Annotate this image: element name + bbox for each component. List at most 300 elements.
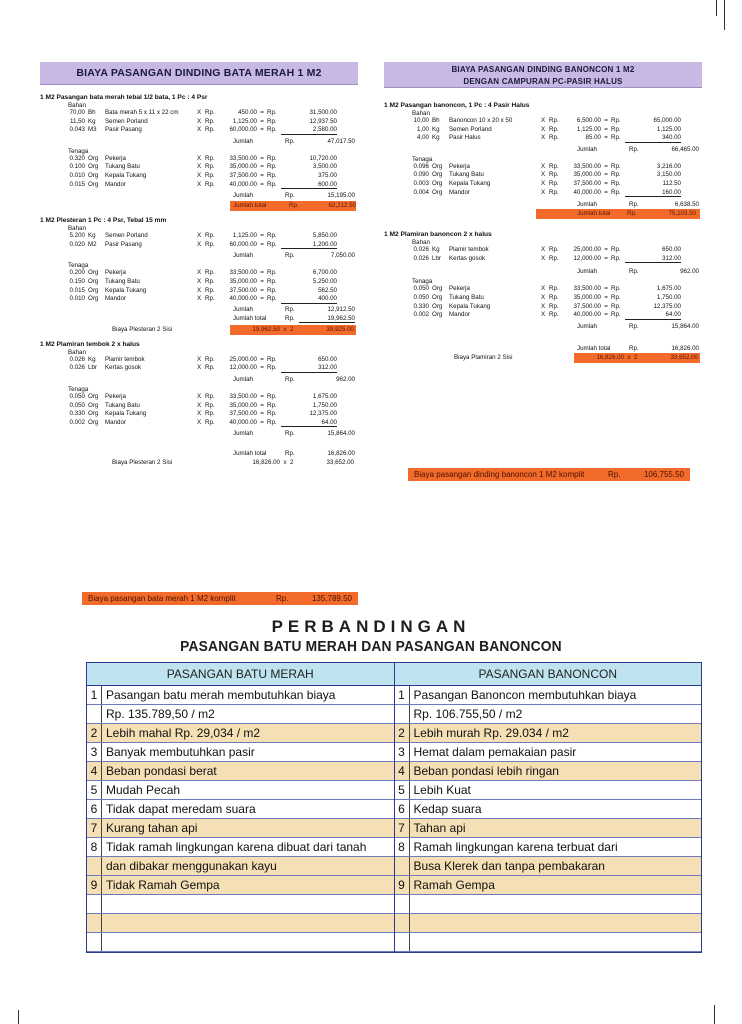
cost-cell-x: X xyxy=(197,180,202,188)
cost-cell-rp: Rp. xyxy=(205,269,215,277)
cost-cell-p: 37,500.00 xyxy=(229,286,257,294)
cost-cell-rp2: Rp. xyxy=(267,117,277,125)
cost-cell-d: Bata merah 5 x 11 x 22 cm xyxy=(105,109,179,116)
cost-cell-x: X xyxy=(541,293,546,301)
cost-cell-q: 0.002 xyxy=(69,418,85,426)
cost-cell-t: 1,675.00 xyxy=(312,392,337,400)
cost-cell-q: 0.015 xyxy=(69,180,85,188)
row-number: 6 xyxy=(87,800,102,818)
cost-cell-u: Lbr xyxy=(88,364,97,372)
cost-cell-t: 1,200.00 xyxy=(281,241,337,250)
comparison-row xyxy=(87,876,394,895)
bahan-label: Bahan xyxy=(68,348,86,356)
cost-cell-u: Org xyxy=(432,162,443,170)
tenaga-list xyxy=(40,155,358,189)
cost-cell-u: Org xyxy=(432,188,443,196)
cost-cell-q: 0.050 xyxy=(413,285,429,293)
cost-cell-x: X xyxy=(541,171,546,179)
cost-row xyxy=(384,311,702,320)
scan-edge-mark xyxy=(714,1005,715,1024)
cost-cell-eq: = xyxy=(260,232,264,240)
row-text: Beban pondasi lebih ringan xyxy=(413,764,559,778)
cost-cell-rp: Rp. xyxy=(205,286,215,294)
row-number: 1 xyxy=(395,686,410,704)
cost-cell-t: 650.00 xyxy=(662,246,681,254)
cost-cell-t: 64.00 xyxy=(281,419,337,428)
cost-row xyxy=(40,356,358,365)
cost-cell-d: Mandor xyxy=(449,188,470,196)
row-number: 4 xyxy=(395,762,410,780)
cost-cell-x: X xyxy=(541,302,546,310)
cost-cell-t: 31,500.00 xyxy=(309,109,337,116)
cost-cell-rp2: Rp. xyxy=(267,295,277,303)
cost-cell-p: 1,125.00 xyxy=(576,125,601,133)
cost-cell-u: M3 xyxy=(88,126,97,134)
cost-row xyxy=(384,171,702,180)
bahan-list xyxy=(384,117,702,143)
row-text xyxy=(410,895,702,913)
cost-cell-d: Tukang Batu xyxy=(105,277,140,285)
cost-cell-x: X xyxy=(541,246,546,254)
jumlah-row: Jumlah Rp. 962.00 xyxy=(233,375,355,383)
cost-cell-p: 35,000.00 xyxy=(573,293,601,301)
cost-cell-u: Org xyxy=(432,171,443,179)
jumlah-row: Jumlah Rp. 12,912.50 xyxy=(233,305,355,313)
cost-cell-rp: Rp. xyxy=(205,117,215,125)
cost-cell-d: Mandor xyxy=(105,418,126,426)
jumlah-row: Jumlah Rp. 962.00 xyxy=(577,268,699,276)
cost-cell-q: 0.050 xyxy=(413,293,429,301)
cost-cell-rp: Rp. xyxy=(205,163,215,171)
cost-cell-u: Org xyxy=(88,286,99,294)
comparison-row xyxy=(395,686,702,705)
cost-cell-p: 35,000.00 xyxy=(573,171,601,179)
cost-cell-rp2: Rp. xyxy=(267,126,277,134)
jumlah-row: Jumlah Rp. 15,195.00 xyxy=(233,192,355,200)
cost-cell-rp: Rp. xyxy=(205,355,215,363)
tenaga-label: Tenaga xyxy=(68,147,89,155)
cost-row xyxy=(384,255,702,264)
cost-cell-u: Org xyxy=(432,285,443,293)
cost-cell-rp2: Rp. xyxy=(611,134,621,142)
cost-cell-q: 0.050 xyxy=(69,401,85,409)
cost-cell-u: Org xyxy=(88,295,99,303)
cost-row xyxy=(40,269,358,278)
cost-cell-q: 0.020 xyxy=(69,240,85,248)
cost-cell-t: 6,700.00 xyxy=(312,269,337,277)
tenaga-list xyxy=(40,269,358,303)
cost-row xyxy=(40,419,358,428)
jumlah-row: Jumlah Rp. 15,864.00 xyxy=(233,430,355,438)
cost-cell-t: 1,750.00 xyxy=(656,293,681,301)
cost-cell-d: Plamir tembok xyxy=(449,246,489,254)
plesteran-section-head: 1 M2 Plesteran 1 Pc : 4 Psr, Tebal 15 mm xyxy=(40,217,167,225)
row-text: Tidak ramah lingkungan karena dibuat dari tanah xyxy=(106,840,367,854)
comparison-row xyxy=(87,819,394,838)
comparison-row xyxy=(87,724,394,743)
cost-cell-rp2: Rp. xyxy=(267,180,277,188)
tenaga-list xyxy=(384,163,702,197)
cost-cell-d: Kepala Tukang xyxy=(105,171,147,179)
cost-cell-x: X xyxy=(197,232,202,240)
cost-cell-p: 33,500.00 xyxy=(229,269,257,277)
cost-cell-rp2: Rp. xyxy=(267,163,277,171)
cost-cell-q: 0.330 xyxy=(69,410,85,418)
cost-cell-d: Semen Porland xyxy=(449,125,492,133)
row-text: Lebih Kuat xyxy=(413,783,471,797)
cost-cell-p: 37,500.00 xyxy=(229,410,257,418)
cost-cell-x: X xyxy=(541,125,546,133)
cost-cell-q: 0.015 xyxy=(69,286,85,294)
cost-cell-rp: Rp. xyxy=(205,109,215,116)
banoncon-column xyxy=(395,686,702,952)
cost-row xyxy=(40,232,358,241)
cost-cell-rp2: Rp. xyxy=(267,154,277,162)
cost-cell-p: 25,000.00 xyxy=(573,246,601,254)
cost-cell-x: X xyxy=(541,179,546,187)
row-text xyxy=(410,933,702,951)
cost-cell-eq: = xyxy=(604,117,608,124)
cost-cell-p: 33,500.00 xyxy=(573,285,601,293)
cost-cell-d: Kepala Tukang xyxy=(105,410,147,418)
cost-cell-p: 35,000.00 xyxy=(229,163,257,171)
cost-row xyxy=(40,410,358,419)
cost-cell-u: Org xyxy=(88,163,99,171)
cost-cell-t: 5,250.00 xyxy=(312,277,337,285)
cost-cell-rp: Rp. xyxy=(549,125,559,133)
cost-cell-rp: Rp. xyxy=(205,277,215,285)
cost-row xyxy=(384,294,702,303)
cost-cell-eq: = xyxy=(604,311,608,319)
row-number: 3 xyxy=(395,743,410,761)
cost-cell-eq: = xyxy=(604,179,608,187)
cost-cell-d: Mandor xyxy=(105,295,126,303)
cost-cell-x: X xyxy=(197,410,202,418)
cost-row xyxy=(40,278,358,287)
cost-cell-p: 450.00 xyxy=(238,109,257,116)
cost-cell-q: 0.050 xyxy=(69,392,85,400)
cost-cell-eq: = xyxy=(260,418,264,426)
tenaga-label: Tenaga xyxy=(68,385,89,393)
jumlah-total-highlight: Jumlah total Rp. 62,212.50 xyxy=(230,201,356,211)
cost-cell-u: Org xyxy=(432,179,443,187)
jumlah-total-row: Jumlah total Rp. 16,826.00 xyxy=(577,344,699,352)
jumlah-row: Jumlah Rp. 7,050.00 xyxy=(233,252,355,260)
cost-cell-rp2: Rp. xyxy=(267,364,277,372)
cost-cell-d: Tukang Batu xyxy=(449,171,484,179)
cost-cell-d: Kertas gosok xyxy=(449,254,486,262)
cost-cell-u: Org xyxy=(88,418,99,426)
jumlah-total-highlight: Jumlah total Rp. 75,103.50 xyxy=(536,209,700,219)
cost-cell-x: X xyxy=(197,277,202,285)
cost-cell-q: 0.043 xyxy=(69,126,85,134)
cost-cell-p: 60,000.00 xyxy=(229,126,257,134)
comparison-row xyxy=(395,857,702,876)
comparison-row xyxy=(395,914,702,933)
cost-cell-rp2: Rp. xyxy=(611,311,621,319)
tenaga-label: Tenaga xyxy=(412,278,433,286)
scan-edge-mark xyxy=(18,1010,19,1024)
cost-cell-rp2: Rp. xyxy=(267,277,277,285)
plamiran-2-sisi-row: Biaya Plesteran 2 Sisi 16,826.00 x 2 33,652.00 xyxy=(112,459,354,467)
cost-cell-eq: = xyxy=(260,355,264,363)
cost-row xyxy=(40,393,358,402)
comparison-row xyxy=(87,705,394,724)
cost-cell-t: 3,150.00 xyxy=(656,171,681,179)
cost-row xyxy=(384,303,702,312)
cost-cell-rp2: Rp. xyxy=(267,355,277,363)
plamiran-banoncon-head: 1 M2 Plamiran banoncon 2 x halus xyxy=(384,231,492,239)
cost-cell-rp: Rp. xyxy=(549,134,559,142)
cost-cell-p: 33,500.00 xyxy=(229,154,257,162)
cost-cell-x: X xyxy=(541,254,546,262)
cost-cell-p: 40,000.00 xyxy=(573,311,601,319)
cost-cell-d: Semen Porland xyxy=(105,232,148,240)
row-text: Rp. 135.789,50 / m2 xyxy=(106,707,215,721)
cost-cell-p: 37,500.00 xyxy=(573,302,601,310)
row-number: 2 xyxy=(395,724,410,742)
cost-cell-rp: Rp. xyxy=(549,117,559,124)
comparison-row xyxy=(395,705,702,724)
comparison-row xyxy=(87,895,394,914)
row-text: Pasangan batu merah membutuhkan biaya xyxy=(106,688,336,702)
cost-cell-q: 70,00 xyxy=(69,109,85,116)
cost-row xyxy=(384,163,702,172)
bahan-list xyxy=(40,356,358,373)
comparison-row xyxy=(395,743,702,762)
cost-cell-eq: = xyxy=(604,188,608,196)
cost-cell-u: Org xyxy=(432,302,443,310)
cost-cell-q: 0.003 xyxy=(413,179,429,187)
cost-cell-t: 312.00 xyxy=(281,364,337,373)
cost-cell-rp2: Rp. xyxy=(611,293,621,301)
row-number xyxy=(87,933,102,951)
cost-cell-t: 160.00 xyxy=(625,189,681,198)
cost-cell-rp: Rp. xyxy=(549,254,559,262)
comparison-row xyxy=(395,933,702,952)
cost-cell-eq: = xyxy=(260,163,264,171)
cost-cell-q: 0.330 xyxy=(413,302,429,310)
cost-cell-t: 65,000.00 xyxy=(653,117,681,124)
cost-cell-eq: = xyxy=(604,254,608,262)
cost-row xyxy=(40,241,358,250)
cost-cell-rp: Rp. xyxy=(549,311,559,319)
cost-cell-t: 400.00 xyxy=(281,295,337,304)
row-text xyxy=(102,895,394,913)
cost-cell-rp2: Rp. xyxy=(267,418,277,426)
row-text xyxy=(102,933,394,951)
cost-cell-rp: Rp. xyxy=(205,232,215,240)
cost-cell-t: 562.50 xyxy=(318,286,337,294)
cost-cell-u: Org xyxy=(88,410,99,418)
tenaga-label: Tenaga xyxy=(412,155,433,163)
cost-cell-eq: = xyxy=(260,126,264,134)
cost-cell-rp2: Rp. xyxy=(267,401,277,409)
cost-cell-u: Lbr xyxy=(432,254,441,262)
cost-cell-t: 1,750.00 xyxy=(312,401,337,409)
bata-merah-grand-total: Biaya pasangan bata merah 1 M2 komplit Rp. 135,789.50 xyxy=(82,592,358,605)
row-text: Tidak dapat meredam suara xyxy=(106,802,256,816)
cost-cell-q: 0.200 xyxy=(69,269,85,277)
cost-cell-t: 112.50 xyxy=(662,179,681,187)
cost-cell-rp: Rp. xyxy=(205,180,215,188)
cost-row xyxy=(384,117,702,126)
cost-row xyxy=(384,134,702,143)
cost-cell-eq: = xyxy=(604,293,608,301)
cost-cell-rp2: Rp. xyxy=(611,171,621,179)
cost-row xyxy=(40,364,358,373)
cost-cell-u: Org xyxy=(88,401,99,409)
row-number xyxy=(395,895,410,913)
cost-cell-t: 12,375.00 xyxy=(309,410,337,418)
banoncon-section-head: 1 M2 Pasangan banoncon, 1 Pc : 4 Pasir Halus xyxy=(384,102,530,109)
row-text: Ramah lingkungan karena terbuat dari xyxy=(413,840,618,854)
cost-cell-u: Org xyxy=(88,277,99,285)
cost-cell-u: Kg xyxy=(432,134,440,142)
bahan-label: Bahan xyxy=(68,102,86,109)
plamiran-2-sisi-row: Biaya Plamiran 2 Sisi 16,826.00 x 2 33,652.00 xyxy=(454,353,698,361)
cost-cell-q: 0.004 xyxy=(413,188,429,196)
cost-cell-rp2: Rp. xyxy=(611,179,621,187)
row-number: 4 xyxy=(87,762,102,780)
row-text: Tidak Ramah Gempa xyxy=(106,878,220,892)
tenaga-list xyxy=(40,393,358,427)
tenaga-list xyxy=(384,285,702,319)
cost-cell-q: 0.026 xyxy=(69,364,85,372)
cost-cell-q: 0.090 xyxy=(413,171,429,179)
cost-row xyxy=(384,285,702,294)
cost-cell-d: Tukang Batu xyxy=(105,163,140,171)
cost-cell-eq: = xyxy=(260,392,264,400)
cost-cell-x: X xyxy=(541,117,546,124)
cost-cell-t: 3,216.00 xyxy=(656,162,681,170)
jumlah-row: Jumlah Rp. 47,017.50 xyxy=(233,137,355,145)
row-number xyxy=(87,857,102,875)
row-text: Rp. 106.755,50 / m2 xyxy=(413,707,523,721)
cost-cell-p: 33,500.00 xyxy=(573,162,601,170)
cost-cell-q: 0.096 xyxy=(413,162,429,170)
row-text: Busa Klerek dan tanpa pembakaran xyxy=(413,859,605,873)
cost-cell-t: 1,675.00 xyxy=(656,285,681,293)
cost-cell-rp2: Rp. xyxy=(611,254,621,262)
cost-cell-rp2: Rp. xyxy=(267,232,277,240)
cost-cell-t: 5,850.00 xyxy=(312,232,337,240)
cost-row xyxy=(384,126,702,135)
cost-cell-q: 0.026 xyxy=(413,246,429,254)
jumlah-row: Jumlah Rp. 15,864.00 xyxy=(577,322,699,330)
cost-cell-p: 37,500.00 xyxy=(229,171,257,179)
cost-cell-rp2: Rp. xyxy=(267,286,277,294)
batu-merah-column xyxy=(87,686,395,952)
row-text: Pasangan Banoncon membutuhkan biaya xyxy=(413,688,637,702)
cost-cell-rp: Rp. xyxy=(205,410,215,418)
cost-cell-p: 6,500.00 xyxy=(576,117,601,124)
cost-cell-u: Kg xyxy=(88,117,96,125)
cost-cell-rp2: Rp. xyxy=(267,410,277,418)
banoncon-grand-total: Biaya pasangan dinding banoncon 1 M2 komplit Rp. 106,755.50 xyxy=(408,468,690,481)
cost-cell-x: X xyxy=(197,240,202,248)
comparison-row xyxy=(87,914,394,933)
cost-cell-q: 0.100 xyxy=(69,163,85,171)
row-text: Beban pondasi berat xyxy=(106,764,217,778)
cost-cell-rp: Rp. xyxy=(205,401,215,409)
cost-cell-rp: Rp. xyxy=(549,162,559,170)
cost-cell-x: X xyxy=(197,418,202,426)
cost-cell-p: 40,000.00 xyxy=(229,418,257,426)
cost-cell-u: Org xyxy=(88,392,99,400)
row-text: Hemat dalam pemakaian pasir xyxy=(413,745,577,759)
bahan-list xyxy=(384,246,702,263)
cost-cell-rp: Rp. xyxy=(205,154,215,162)
cost-cell-eq: = xyxy=(604,171,608,179)
cost-cell-d: Banoncon 10 x 20 x 50 xyxy=(449,117,513,124)
row-number xyxy=(395,933,410,951)
cost-cell-d: Pekerja xyxy=(105,154,126,162)
cost-row xyxy=(40,181,358,190)
cost-cell-x: X xyxy=(541,188,546,196)
cost-cell-d: Pasir Pasang xyxy=(105,240,142,248)
cost-cell-u: M2 xyxy=(88,240,97,248)
bahan-list xyxy=(40,109,358,135)
cost-cell-eq: = xyxy=(604,246,608,254)
comparison-row xyxy=(395,800,702,819)
comparison-row xyxy=(87,781,394,800)
cost-cell-t: 12,937.50 xyxy=(309,117,337,125)
cost-cell-rp2: Rp. xyxy=(611,125,621,133)
cost-cell-rp: Rp. xyxy=(205,126,215,134)
cost-cell-eq: = xyxy=(260,401,264,409)
cost-cell-eq: = xyxy=(604,285,608,293)
cost-cell-eq: = xyxy=(260,154,264,162)
cost-cell-rp2: Rp. xyxy=(267,171,277,179)
cost-cell-p: 35,000.00 xyxy=(229,401,257,409)
comparison-row xyxy=(395,762,702,781)
cost-cell-u: Org xyxy=(88,269,99,277)
cost-cell-p: 12,000.00 xyxy=(229,364,257,372)
bata-merah-title: BIAYA PASANGAN DINDING BATA MERAH 1 M2 xyxy=(40,62,358,85)
cost-cell-p: 33,500.00 xyxy=(229,392,257,400)
row-number: 8 xyxy=(87,838,102,856)
cost-cell-eq: = xyxy=(260,364,264,372)
cost-cell-p: 1,125.00 xyxy=(232,117,257,125)
cost-cell-q: 4,00 xyxy=(416,134,429,142)
cost-row xyxy=(40,126,358,135)
cost-cell-q: 0.010 xyxy=(69,171,85,179)
cost-cell-p: 40,000.00 xyxy=(229,295,257,303)
cost-cell-eq: = xyxy=(260,180,264,188)
cost-cell-rp2: Rp. xyxy=(267,240,277,248)
scan-edge-mark xyxy=(716,0,717,16)
cost-cell-eq: = xyxy=(604,125,608,133)
cost-cell-t: 600.00 xyxy=(281,181,337,190)
comparison-row xyxy=(395,876,702,895)
cost-cell-q: 0.010 xyxy=(69,295,85,303)
cost-cell-t: 2,580.00 xyxy=(281,126,337,135)
comparison-row xyxy=(395,724,702,743)
cost-cell-u: Kg xyxy=(88,232,96,240)
row-number xyxy=(87,895,102,913)
cost-row xyxy=(40,163,358,172)
jumlah-total-row: Jumlah total Rp. 19,962.50 xyxy=(233,314,355,322)
row-text: Kedap suara xyxy=(413,802,482,816)
row-text: Mudah Pecah xyxy=(106,783,181,797)
cost-cell-u: Kg xyxy=(432,246,440,254)
cost-cell-d: Pekerja xyxy=(105,269,126,277)
cost-cell-p: 35,000.00 xyxy=(229,277,257,285)
comparison-row xyxy=(87,933,394,952)
plesteran-2-sisi-row: Biaya Plesteran 2 Sisi 19,962.50 x 2 39,925.00 xyxy=(112,325,354,333)
cost-cell-t: 64.00 xyxy=(625,311,681,320)
